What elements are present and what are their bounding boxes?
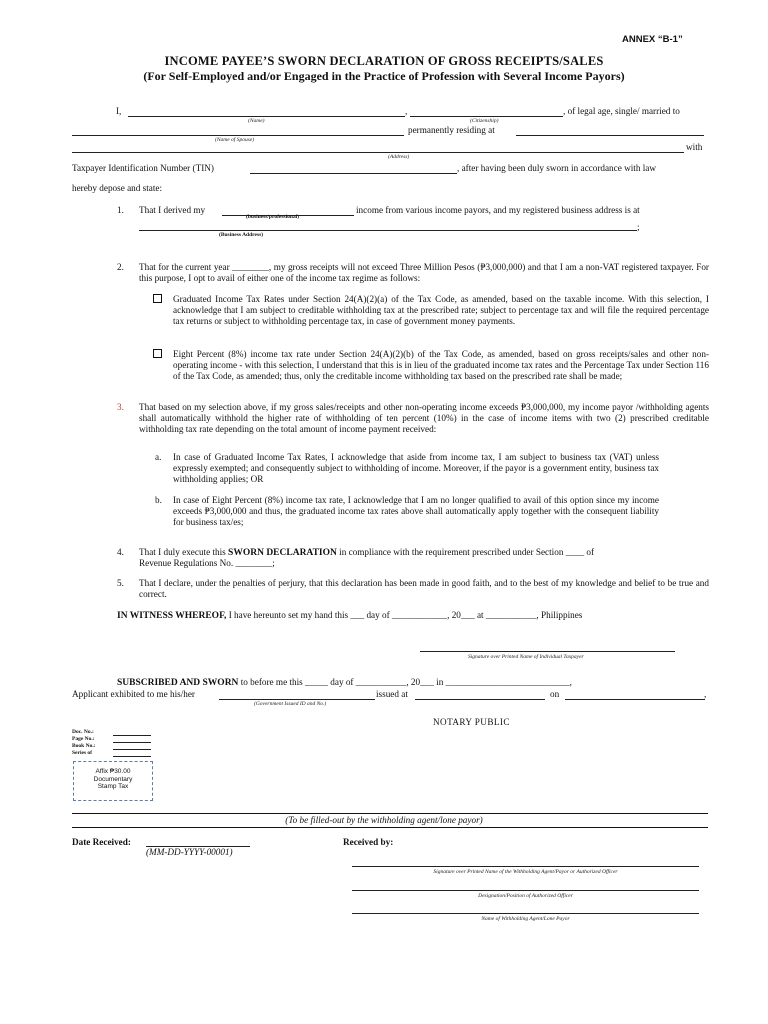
notary-public-label: NOTARY PUBLIC	[433, 717, 510, 727]
witness-statement: IN WITNESS WHEREOF, I have hereunto set my hand this ___ day of ____________, 20___ at ___________, Philippines	[117, 610, 583, 621]
item-1-text-a: That I derived my	[139, 205, 206, 215]
agent-section-header: (To be filled-out by the withholding agent/lone payor)	[285, 815, 483, 825]
business-address-caption: (Business Address)	[219, 232, 264, 238]
intro-legal-age: , of legal age, single/ married to	[563, 106, 680, 116]
address-caption: (Address)	[388, 154, 410, 160]
government-id-field[interactable]	[219, 699, 375, 700]
spouse-caption: (Name of Spouse)	[215, 137, 255, 143]
intro-tin: Taxpayer Identification Number (TIN)	[72, 163, 214, 173]
tin-field[interactable]	[250, 173, 457, 174]
agent-designation-line[interactable]	[352, 890, 699, 891]
taxpayer-signature-caption: Signature over Printed Name of Individual Taxpayer	[468, 654, 584, 660]
address-field[interactable]	[72, 152, 684, 153]
date-received-label: Date Received:	[72, 837, 131, 847]
issued-at-field[interactable]	[415, 699, 545, 700]
item-1-number: 1.	[117, 205, 124, 215]
item-3-number: 3.	[117, 402, 124, 412]
documentary-stamp-box: Affix ₱30.00 Documentary Stamp Tax	[73, 761, 153, 801]
citizenship-field[interactable]	[410, 116, 563, 117]
book-no-field[interactable]	[113, 749, 151, 750]
residence-field[interactable]	[516, 135, 704, 136]
agent-name-caption: Name of Withholding Agent/Lone Payor	[481, 916, 570, 922]
section-divider-bottom	[72, 827, 708, 828]
eight-percent-checkbox[interactable]	[153, 349, 162, 358]
page-no-field[interactable]	[113, 742, 151, 743]
eight-percent-text: Eight Percent (8%) income tax rate under Section 24(A)(2)(b) of the Tax Code, as amended, based on gross receipts/sales and other non-operating income - with this selection, I understand that this is in lieu of the graduated income tax rates and the Percentage Tax under Section 116 of the Tax Code, as amended; thus, only the creditable income withholding tax based on the prescribed rate shall be made;	[173, 349, 709, 381]
series-label: Series of	[72, 750, 93, 756]
applicant-text: Applicant exhibited to me his/her	[72, 689, 195, 699]
item-1-text-b: income from various income payors, and my registered business address is at	[356, 205, 640, 215]
agent-signature-line[interactable]	[352, 866, 699, 867]
graduated-rate-text: Graduated Income Tax Rates under Section 24(A)(2)(a) of the Tax Code, as amended, based on the taxable income. With this selection, I acknowledge that I am subject to creditable withholding tax at the prescribed rate; subject to percentage tax and will file the required percentage tax returns or subject to withholding percentage tax, in case of government money payments.	[173, 294, 709, 326]
subscribed-statement: SUBSCRIBED AND SWORN to before me this _____ day of ___________, 20___ in ___________________________,	[117, 677, 572, 688]
date-format-hint: (MM-DD-YYYY-00001)	[146, 847, 233, 857]
taxpayer-signature-line[interactable]	[420, 651, 675, 652]
page-no-label: Page No.:	[72, 736, 95, 742]
intro-residing: permanently residing at	[408, 125, 495, 135]
issued-text: issued at	[376, 689, 408, 699]
agent-designation-caption: Designation/Position of Authorized Officer	[478, 893, 573, 899]
issued-on-field[interactable]	[565, 699, 705, 700]
doc-no-field[interactable]	[113, 735, 151, 736]
name-field[interactable]	[128, 116, 405, 117]
intro-i: I,	[116, 106, 122, 116]
doc-no-label: Doc. No.:	[72, 729, 94, 735]
section-divider-top	[72, 813, 708, 814]
agent-name-line[interactable]	[352, 913, 699, 914]
on-text: on	[550, 689, 560, 699]
graduated-rate-checkbox[interactable]	[153, 294, 162, 303]
intro-depose: hereby depose and state:	[72, 183, 163, 193]
business-type-caption: (business/professional)	[246, 214, 300, 220]
item-4-number: 4.	[117, 547, 124, 557]
item-3a-text: In case of Graduated Income Tax Rates, I acknowledge that aside from income tax, I am subject to business tax (VAT) unless expressly exempted; and consequently subject to withholding of income. Moreover, if the payor is a government entity, business tax withholding applies; OR	[173, 452, 659, 484]
item-4-text: That I duly execute this SWORN DECLARATION in compliance with the requirement prescribed under Section ____ of	[139, 547, 595, 558]
item-5-text: That I declare, under the penalties of perjury, that this declaration has been made in good faith, and to the best of my knowledge and belief to be true and correct.	[139, 578, 709, 599]
agent-signature-caption: Signature over Printed Name of the Withholding Agent/Payor or Authorized Officer	[433, 869, 618, 875]
government-id-caption: (Government Issued ID and No.)	[254, 701, 327, 707]
citizenship-caption: (Citizenship)	[470, 118, 499, 124]
name-caption: (Name)	[248, 118, 265, 124]
item-2-number: 2.	[117, 262, 124, 272]
item-3b-text: In case of Eight Percent (8%) income tax rate, I acknowledge that I am no longer qualified to avail of this option since my income exceeds ₱3,000,000 and thus, the graduated income tax rates above shall automatically apply together with the consequent liability for business tax/es;	[173, 495, 659, 527]
item-5-number: 5.	[117, 578, 124, 588]
book-no-label: Book No.:	[72, 743, 96, 749]
series-field[interactable]	[113, 756, 151, 757]
item-2-text: That for the current year ________, my gross receipts will not exceed Three Million Pesos (₱3,000,000) and that I am a non-VAT registered taxpayer. For this purpose, I opt to avail of either one of the income tax regime as follows:	[139, 262, 709, 283]
annex-label: ANNEX “B-1”	[622, 34, 683, 45]
received-by-label: Received by:	[343, 837, 394, 847]
page-subtitle: (For Self-Employed and/or Engaged in the Practice of Profession with Several Income Payors)	[143, 69, 625, 83]
spouse-field[interactable]	[72, 135, 404, 136]
business-address-field[interactable]	[139, 230, 637, 231]
intro-sworn: , after having been duly sworn in accordance with law	[457, 163, 656, 173]
page-title: INCOME PAYEE’S SWORN DECLARATION OF GROSS RECEIPTS/SALES	[164, 54, 604, 68]
item-4-text-c: Revenue Regulations No. ________;	[139, 558, 275, 568]
intro-with: with	[686, 142, 703, 152]
item-3-text: That based on my selection above, if my gross sales/receipts and other non-operating income exceeds ₱3,000,000, my income payor /withholding agents shall automatically withhold the higher rate of withholding of ten percent (10%) in the case of income items with two (2) prescribed creditable withholding tax rate depending on the total amount of income payment received:	[139, 402, 709, 434]
